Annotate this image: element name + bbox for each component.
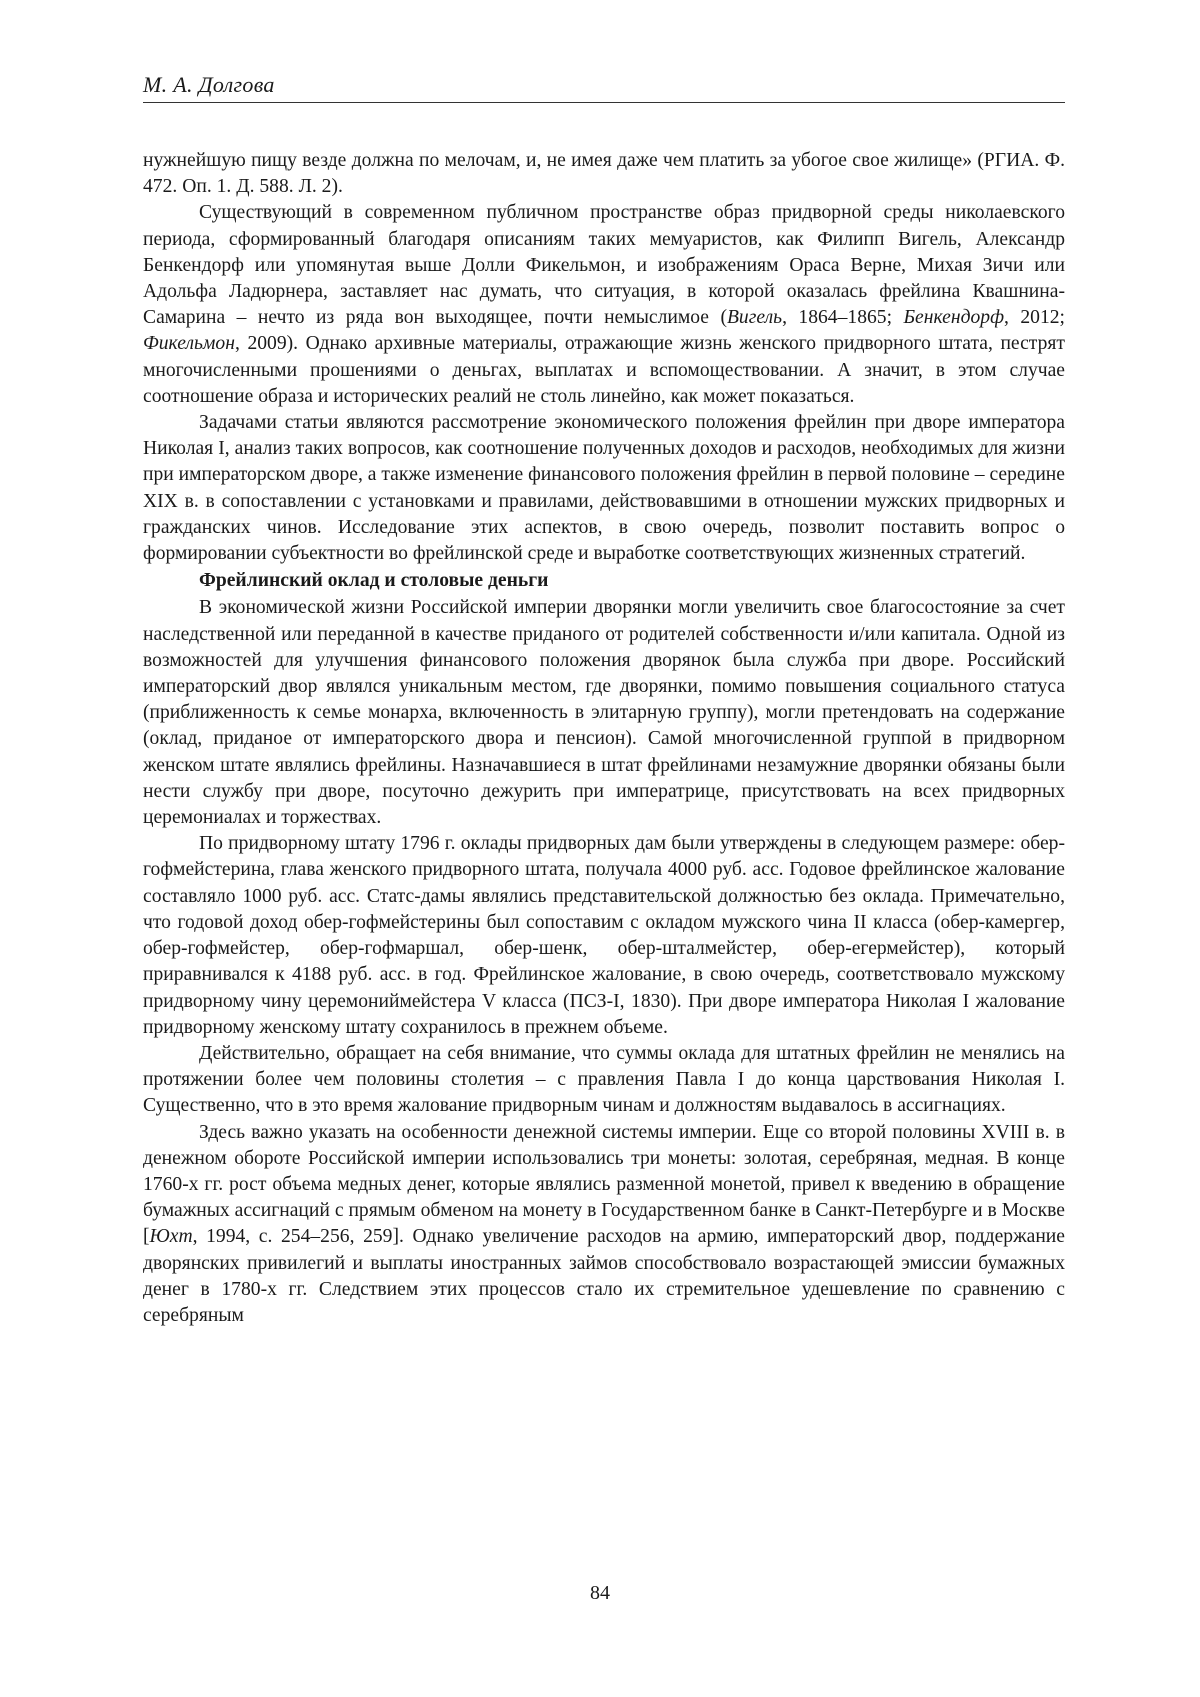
paragraph-objectives: Задачами статьи являются рассмотрение экономического положения фрейлин при дворе императора Николая I, анализ таких вопросов, как соотношение полученных доходов и расходов, необходимых для жизни при императорском дворе, а также изменение финансового положения фрейлин в первой половине – середине XIX в. в сопоставлении с установками и правилами, действовавшими в отношении мужских придворных и гражданских чинов. Исследование этих аспектов, в свою очередь, позволит поставить вопрос о формировании субъектности во фрейлинской среде и выработке соответствующих жизненных стратегий. <box>143 412 1065 565</box>
text-segment: , 1994, с. 254–256, 259]. Однако увеличение расходов на армию, императорский двор, поддержание дворянских привилегий и выплаты иностранных займов способствовало возрастающей эмиссии бумажных денег в 1780-х гг. Следствием этих процессов стало их стремительное удешевление по сравнению с серебряным <box>143 1226 1065 1326</box>
running-head <box>143 72 1065 103</box>
section-heading: Фрейлинский оклад и столовые деньги <box>199 570 549 592</box>
citation-benkendorf: Бенкендорф <box>903 307 1004 329</box>
text-segment: , 2009). Однако архивные материалы, отражающие жизнь женского придворного штата, пестрят многочисленными прошениями о деньгах, выплатах и вспомоществовании. А значит, в этом случае соотношение образа и исторических реалий не столь линейно, как может показаться. <box>143 333 1065 407</box>
text-segment: , 1864–1865; <box>782 307 904 329</box>
text-segment: , 2012; <box>1004 307 1065 329</box>
paragraph-staff-1796: По придворному штату 1796 г. оклады придворных дам были утверждены в следующем размере: обер-гофмейстерина, глава женского придворного штата, получала 4000 руб. асс. Годовое фрейлинское жалование составляло 1000 руб. асс. Статс-дамы являлись представительской должностью без оклада. Примечательно, что годовой доход обер-гофмейстерины был сопоставим с окладом мужского чина II класса (обер-камергер, обер-гофмейстер, обер-гофмаршал, обер-шенк, обер-шталмейстер, обер-егермейстер), который приравнивался к 4188 руб. асс. в год. Фрейлинское жалование, в свою очередь, соответствовало мужскому придворному чину церемониймейстера V класса (ПСЗ-I, 1830). При дворе императора Николая I жалование придворному женскому штату сохранилось в прежнем объеме. <box>143 833 1065 1038</box>
author-name: М. А. Долгова <box>143 72 275 97</box>
article-body <box>143 148 1065 1329</box>
paragraph-salary-unchanged: Действительно, обращает на себя внимание, что суммы оклада для штатных фрейлин не менялись на протяжении более чем половины столетия – с правления Павла I до конца царствования Николая I. Существенно, что в это время жалование придворным чинам и должностям выдавалось в ассигнациях. <box>143 1042 1065 1117</box>
citation-yukht: Юхт <box>149 1226 193 1248</box>
citation-fikelmon: Фикельмон <box>143 333 235 355</box>
citation-vigel: Вигель <box>726 307 783 329</box>
paragraph-monetary-system <box>143 1120 1065 1330</box>
page-number: 84 <box>590 1582 610 1604</box>
paragraph-economic-life: В экономической жизни Российской империи дворянки могли увеличить свое благосостояние за счет наследственной или переданной в качестве приданого от родителей собственности и/или капитала. Одной из возможностей для улучшения финансового положения дворянок была служба при дворе. Российский императорский двор являлся уникальным местом, где дворянки, помимо повышения социального статуса (приближенность к семье монарха, включенность в элитарную группу), могли претендовать на содержание (оклад, приданое от императорского двора и пенсион). Самой многочисленной группой в придворном женском штате являлись фрейлины. Назначавшиеся в штат фрейлинами незамужние дворянки обязаны были нести службу при дворе, посуточно дежурить при императрице, присутствовать на всех придворных церемониалах и торжествах. <box>143 597 1065 829</box>
paragraph-continuation: нужнейшую пищу везде должна по мелочам, и, не имея даже чем платить за убогое свое жилище» (РГИА. Ф. 472. Оп. 1. Д. 588. Л. 2). <box>143 150 1065 198</box>
text-segment: Здесь важно указать на особенности денежной системы империи. Еще со второй половины XVIII в. в денежном обороте Российской империи использовались три монеты: золотая, серебряная, медная. В конце 1760-х гг. рост объема медных денег, которые являлись разменной монетой, привел к введению в обращение бумажных ассигнаций с прямым обменом на монету в Государственном банке в Санкт-Петербурге и в Москве [ <box>143 1121 1065 1248</box>
text-segment: Существующий в современном публичном пространстве образ придворной среды николаевского периода, сформированный благодаря описаниям таких мемуаристов, как Филипп Вигель, Александр Бенкендорф или упомянутая выше Долли Фикельмон, и изображениям Ораса Верне, Михая Зичи или Адольфа Ладюрнера, заставляет нас думать, что ситуация, в которой оказалась фрейлина Квашнина-Самарина – нечто из ряда вон выходящее, почти немыслимое ( <box>143 202 1065 329</box>
paragraph-public-image <box>143 200 1065 410</box>
